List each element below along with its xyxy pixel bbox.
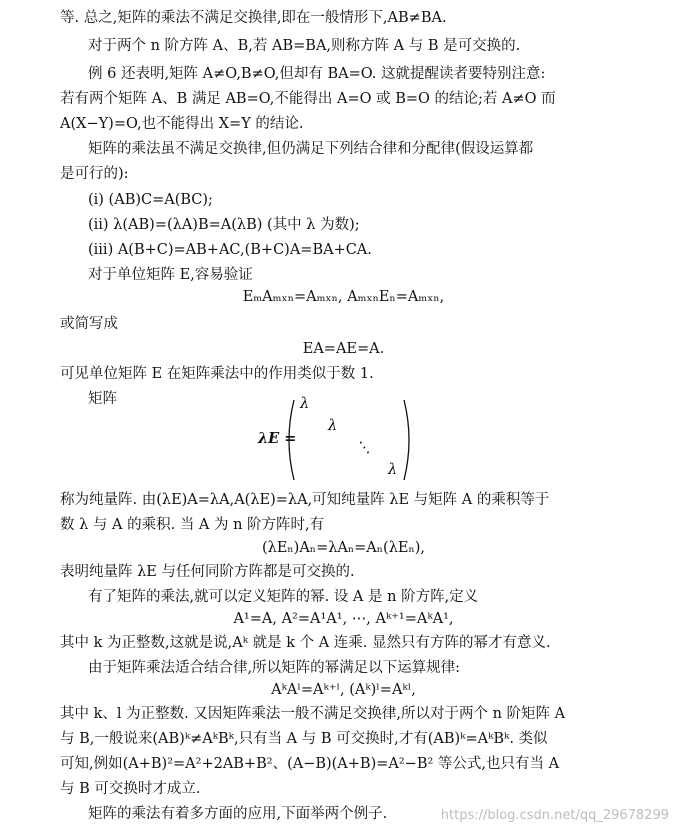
formula-line: EₘAₘₓₙ=Aₘₓₙ, AₘₓₙEₙ=Aₘₓₙ, bbox=[242, 289, 445, 305]
text-line: 其中 k、l 为正整数. 又因矩阵乘法一般不满足交换律,所以对于两个 n 阶矩阵 A bbox=[60, 706, 566, 722]
text-line: 等. 总之,矩阵的乘法不满足交换律,即在一般情形下,AB≠BA. bbox=[60, 10, 447, 26]
text-line: 矩阵的乘法有着多方面的应用,下面举两个例子. bbox=[88, 806, 388, 822]
formula-line: AᵏAˡ=Aᵏ⁺ˡ, (Aᵏ)ˡ=Aᵏˡ, bbox=[271, 682, 416, 698]
text-line: 可知,例如(A+B)²=A²+2AB+B²、(A−B)(A+B)=A²−B² 等公式,也只有当 A bbox=[60, 756, 560, 772]
formula-line: EA=AE=A. bbox=[302, 341, 385, 357]
text-line: (iii) A(B+C)=AB+AC,(B+C)A=BA+CA. bbox=[88, 242, 372, 258]
text-line: 若有两个矩阵 A、B 满足 AB=O,不能得出 A=O 或 B=O 的结论;若 A≠O 而 bbox=[60, 91, 556, 107]
matrix-diagonal-entry: λ bbox=[300, 396, 310, 412]
text-line: 矩阵 bbox=[88, 391, 117, 407]
watermark: https://blog.csdn.net/qq_29678299 bbox=[440, 808, 669, 823]
text-line: 对于单位矩阵 E,容易验证 bbox=[88, 267, 253, 283]
text-line: 例 6 还表明,矩阵 A≠O,B≠O,但却有 BA=O. 这就提醒读者要特别注意: bbox=[88, 66, 546, 82]
formula-line: (λEₙ)Aₙ=λAₙ=Aₙ(λEₙ), bbox=[261, 540, 426, 556]
text-line: 是可行的): bbox=[60, 166, 129, 182]
text-line: 其中 k 为正整数,这就是说,Aᵏ 就是 k 个 A 连乘. 显然只有方阵的幂才有意义. bbox=[60, 635, 551, 651]
text-line: 称为纯量阵. 由(λE)A=λA,A(λE)=λA,可知纯量阵 λE 与矩阵 A 的乘积等于 bbox=[60, 492, 550, 508]
text-line: 对于两个 n 阶方阵 A、B,若 AB=BA,则称方阵 A 与 B 是可交换的. bbox=[88, 38, 521, 54]
text-line: 或简写成 bbox=[60, 316, 118, 332]
text-line: (i) (AB)C=A(BC); bbox=[88, 192, 213, 208]
matrix-diagonal-entry: λ bbox=[388, 462, 398, 478]
matrix-diagonal-entry: λ bbox=[328, 418, 338, 434]
text-line: 有了矩阵的乘法,就可以定义矩阵的幂. 设 A 是 n 阶方阵,定义 bbox=[88, 589, 479, 605]
text-line: 矩阵的乘法虽不满足交换律,但仍满足下列结合律和分配律(假设运算都 bbox=[88, 141, 534, 157]
text-line: 与 B 可交换时才成立. bbox=[60, 781, 201, 797]
text-line: 与 B,一般说来(AB)ᵏ≠AᵏBᵏ,只有当 A 与 B 可交换时,才有(AB)ᵏ=AᵏBᵏ. 类似 bbox=[60, 731, 548, 747]
formula-line: A¹=A, A²=A¹A¹, ⋯, Aᵏ⁺¹=AᵏA¹, bbox=[233, 611, 454, 627]
text-line: 可见单位矩阵 E 在矩阵乘法中的作用类似于数 1. bbox=[60, 366, 374, 382]
matrix-diagonal-entry: ⋱ bbox=[356, 440, 371, 456]
scalar-matrix bbox=[258, 396, 418, 484]
matrix-lhs: λE = bbox=[258, 430, 297, 447]
text-line: A(X−Y)=O,也不能得出 X=Y 的结论. bbox=[60, 116, 304, 132]
text-line: 表明纯量阵 λE 与任何同阶方阵都是可交换的. bbox=[60, 564, 355, 580]
text-line: (ii) λ(AB)=(λA)B=A(λB) (其中 λ 为数); bbox=[88, 217, 360, 233]
text-line: 由于矩阵乘法适合结合律,所以矩阵的幂满足以下运算规律: bbox=[88, 660, 460, 676]
text-line: 数 λ 与 A 的乘积. 当 A 为 n 阶方阵时,有 bbox=[60, 517, 325, 533]
